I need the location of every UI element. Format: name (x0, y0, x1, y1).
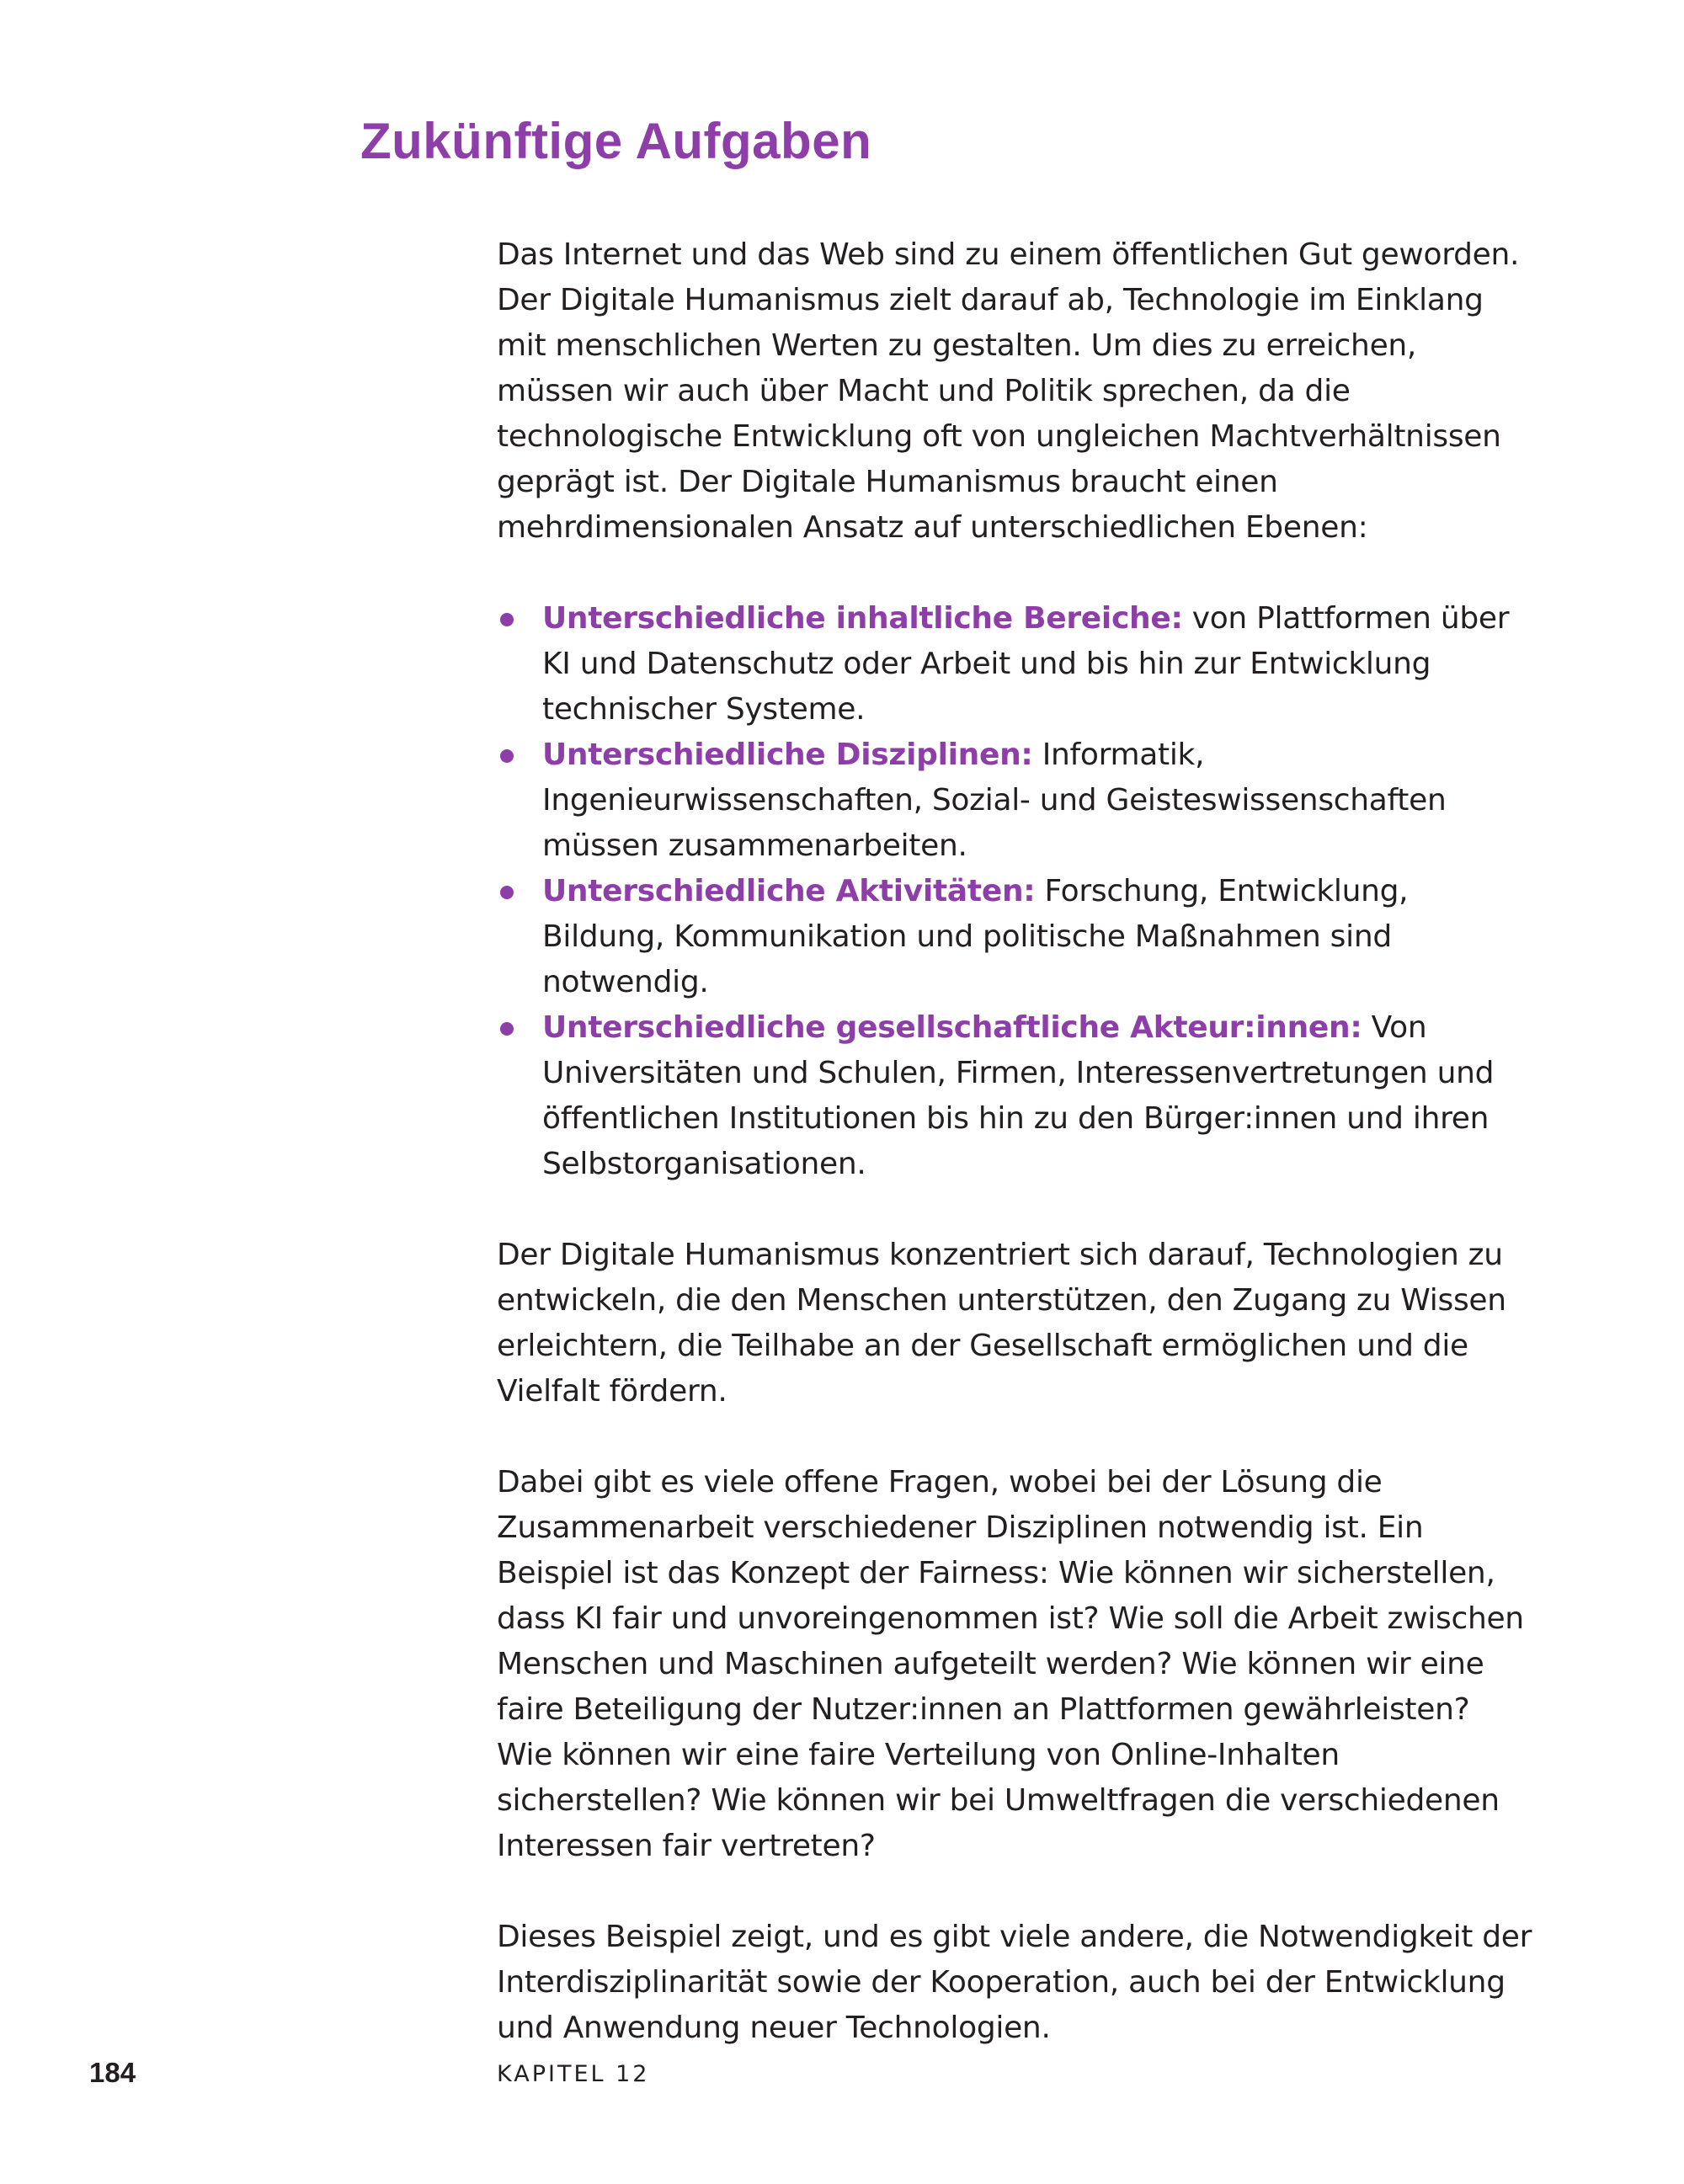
list-item (497, 596, 1532, 732)
bullet-term: Unterschiedliche Aktivitäten: (542, 874, 1036, 908)
body-text (497, 232, 1532, 2096)
list-item (497, 732, 1532, 869)
paragraph-focus: Der Digitale Humanismus konzentriert sich darauf, Technologien zu entwickeln, die den Menschen unterstützen, den Zugang zu Wissen erleichtern, die Teilhabe an der Gesellschaft ermöglichen und die Vielfalt fördern. (497, 1238, 1506, 1409)
bullet-term: Unterschiedliche Disziplinen: (542, 738, 1033, 772)
page-number: 184 (89, 2057, 136, 2088)
bullet-text: von Plattformen über KI und Datenschutz oder Arbeit und bis hin zur Entwicklung technischer Systeme. (542, 601, 1510, 727)
list-item (497, 869, 1532, 1005)
list-item (497, 1005, 1532, 1187)
bullet-term: Unterschiedliche inhaltliche Bereiche: (542, 601, 1183, 636)
paragraph-intro: Das Internet und das Web sind zu einem öffentlichen Gut geworden. Der Digitale Humanismus zielt darauf ab, Technologie im Einklang mit menschlichen Werten zu gestalten. Um dies zu erreichen, müssen wir auch über Macht und Politik sprechen, da die technologische Entwicklung oft von ungleichen Machtverhältnissen geprägt ist. Der Digitale Humanismus braucht einen mehrdimensionalen Ansatz auf unterschiedlichen Ebenen: (497, 237, 1520, 545)
bullet-term: Unterschiedliche gesellschaftliche Akteur:innen: (542, 1010, 1362, 1045)
paragraph-conclusion: Dieses Beispiel zeigt, und es gibt viele andere, die Notwendigkeit der Interdisziplinarität sowie der Kooperation, auch bei der Entwicklung und Anwendung neuer Technologien. (497, 1920, 1532, 2045)
bullet-text: Von Universitäten und Schulen, Firmen, Interessenvertretungen und öffentlichen Institutionen bis hin zu den Bürger:innen und ihren Selbstorganisationen. (542, 1010, 1495, 1181)
bullet-text: Forschung, Entwicklung, Bildung, Kommunikation und politische Maßnahmen sind notwendig. (542, 874, 1409, 999)
chapter-label: KAPITEL 12 (497, 2061, 650, 2087)
bullet-icon (500, 1022, 514, 1036)
bullet-icon (500, 613, 514, 626)
bullet-icon (500, 749, 514, 763)
bullet-list (497, 596, 1532, 1187)
page-title: Zukünftige Aufgaben (360, 113, 872, 169)
bullet-icon (500, 886, 514, 899)
paragraph-questions: Dabei gibt es viele offene Fragen, wobei bei der Lösung die Zusammenarbeit verschiedener Disziplinen notwendig ist. Ein Beispiel ist das Konzept der Fairness: Wie können wir sicherstellen, dass KI fair und unvoreingenommen ist? Wie soll die Arbeit zwischen Menschen und Maschinen aufgeteilt werden? Wie können wir eine faire Beteiligung der Nutzer:innen an Plattformen gewährleisten? Wie können wir eine faire Verteilung von Online-Inhalten sicherstellen? Wie können wir bei Umweltfragen die verschiedenen Interessen fair vertreten? (497, 1465, 1524, 1863)
bullet-text: Informatik, Ingenieurwissenschaften, Sozial- und Geisteswissenschaften müssen zusammenarbeiten. (542, 738, 1447, 863)
